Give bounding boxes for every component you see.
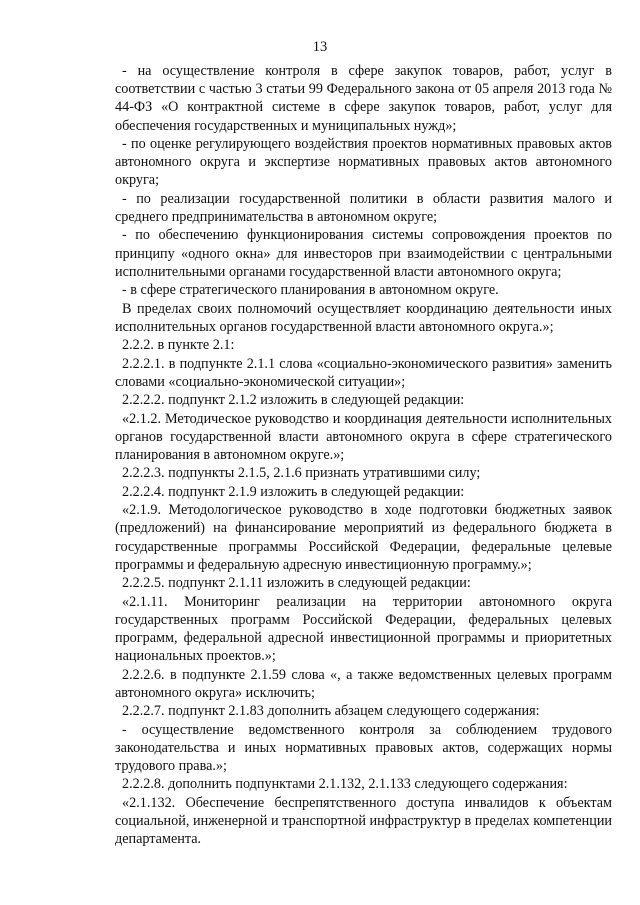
document-paragraph: «2.1.11. Мониторинг реализации на территории автономного округа государственных программ Российской Федерации, федеральных целевых программ, федеральной адресной инвестиционной программы и приоритетных национальных проектов.»; [115, 593, 612, 665]
document-paragraph: 2.2.2.8. дополнить подпунктами 2.1.132, 2.1.133 следующего содержания: [122, 776, 568, 793]
document-paragraph: «2.1.2. Методическое руководство и координация деятельности исполнительных органов государственной власти автономного округа в сфере стратегического планирования в автономном округе.»; [115, 410, 612, 463]
document-paragraph: 2.2.2.7. подпункт 2.1.83 дополнить абзацем следующего содержания: [122, 703, 540, 720]
document-paragraph: - по обеспечению функционирования системы сопровождения проектов по принципу «одного окна» для инвесторов при взаимодействии с центральными исполнительными органами государственной власти автономного округа; [115, 227, 612, 280]
document-paragraph: 2.2.2.6. в подпункте 2.1.59 слова «, а также ведомственных целевых программ автономного округа» исключить; [115, 666, 612, 701]
document-paragraph: «2.1.132. Обеспечение беспрепятственного доступа инвалидов к объектам социальной, инженерной и транспортной инфраструктур в пределах компетенции департамента. [115, 794, 612, 848]
document-paragraph: - на осуществление контроля в сфере закупок товаров, работ, услуг в соответствии с частью 3 статьи 99 Федерального закона от 05 апреля 2013 года № 44-ФЗ «О контрактной системе в сфере закупок товаров, работ, услуг для обеспечения государственных и муниципальных нужд»; [115, 63, 612, 134]
document-paragraph: - осуществление ведомственного контроля за соблюдением трудового законодательства и иных нормативных правовых актов, содержащих нормы трудового права.»; [115, 721, 612, 774]
document-paragraph: - по реализации государственной политики в области развития малого и среднего предпринимательства в автономном округе; [115, 190, 612, 225]
document-body [115, 62, 612, 848]
document-paragraph: 2.2.2. в пункте 2.1: [122, 337, 235, 354]
document-paragraph: - по оценке регулирующего воздействия проектов нормативных правовых актов автономного округа и экспертизе нормативных правовых актов автономного округа; [115, 136, 612, 189]
document-paragraph: 2.2.2.2. подпункт 2.1.2 изложить в следующей редакции: [122, 392, 465, 409]
page-number: 13 [312, 39, 328, 55]
document-paragraph: «2.1.9. Методологическое руководство в ходе подготовки бюджетных заявок (предложений) на финансирование мероприятий из федерального бюджета в государственные программы Российской Федерации, федеральные целевые программы и федеральную адресную инвестиционную программу.»; [115, 502, 612, 573]
document-paragraph: 2.2.2.4. подпункт 2.1.9 изложить в следующей редакции: [122, 483, 465, 500]
document-paragraph: - в сфере стратегического планирования в автономном округе. [122, 282, 499, 299]
document-paragraph: 2.2.2.1. в подпункте 2.1.1 слова «социально-экономического развития» заменить словами «социально-экономической ситуации»; [115, 355, 612, 390]
document-paragraph: 2.2.2.3. подпункты 2.1.5, 2.1.6 признать утратившими силу; [122, 465, 481, 482]
document-paragraph: 2.2.2.5. подпункт 2.1.11 изложить в следующей редакции: [122, 575, 471, 592]
document-paragraph: В пределах своих полномочий осуществляет координацию деятельности иных исполнительных органов государственной власти автономного округа.»; [115, 300, 612, 335]
